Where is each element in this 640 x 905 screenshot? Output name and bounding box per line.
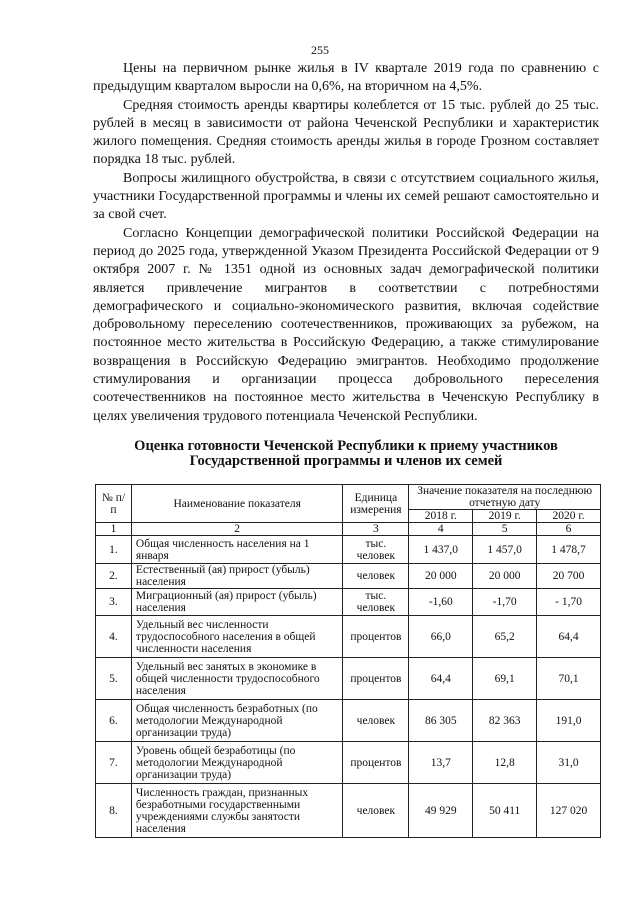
header-value: Значение показателя на последнюю отчетную дату xyxy=(409,485,601,510)
header-unit: Единица измерения xyxy=(343,485,409,523)
row-value-2018: 64,4 xyxy=(409,658,473,700)
row-unit: процентов xyxy=(343,658,409,700)
table-row xyxy=(96,564,601,589)
row-num: 1. xyxy=(96,536,132,564)
row-unit: человек xyxy=(343,784,409,838)
row-unit: тыс. человек xyxy=(343,589,409,616)
row-value-2019: 50 411 xyxy=(473,784,537,838)
table-title-line-1: Оценка готовности Чеченской Республики к приему участников xyxy=(134,438,558,454)
row-value-2020: - 1,70 xyxy=(537,589,601,616)
row-value-2018: 49 929 xyxy=(409,784,473,838)
row-value-2019: 1 457,0 xyxy=(473,536,537,564)
row-num: 4. xyxy=(96,616,132,658)
table-title-line-2: Государственной программы и членов их семей xyxy=(189,453,503,469)
row-name: Общая численность населения на 1 января xyxy=(131,536,343,564)
row-value-2019: 65,2 xyxy=(473,616,537,658)
col-number-3: 3 xyxy=(343,523,409,536)
table-row xyxy=(96,742,601,784)
table-row xyxy=(96,700,601,742)
row-value-2018: 1 437,0 xyxy=(409,536,473,564)
table-row xyxy=(96,658,601,700)
body-text xyxy=(93,60,599,426)
row-value-2019: 20 000 xyxy=(473,564,537,589)
row-unit: тыс. человек xyxy=(343,536,409,564)
row-num: 5. xyxy=(96,658,132,700)
table-row xyxy=(96,616,601,658)
row-value-2018: 86 305 xyxy=(409,700,473,742)
paragraph-1: Цены на первичном рынке жилья в IV квартале 2019 года по сравнению с предыдущим кварталом выросли на 0,6%, на вторичном на 4,5%. xyxy=(93,61,599,95)
col-number-2: 2 xyxy=(131,523,343,536)
row-value-2020: 70,1 xyxy=(537,658,601,700)
header-num: № п/п xyxy=(96,485,132,523)
row-value-2019: 12,8 xyxy=(473,742,537,784)
row-num: 3. xyxy=(96,589,132,616)
row-value-2020: 127 020 xyxy=(537,784,601,838)
col-number-5: 5 xyxy=(473,523,537,536)
row-unit: человек xyxy=(343,700,409,742)
table-row xyxy=(96,536,601,564)
row-name: Общая численность безработных (по методологии Международной организации труда) xyxy=(131,700,343,742)
row-num: 7. xyxy=(96,742,132,784)
paragraph-3: Вопросы жилищного обустройства, в связи с отсутствием социального жилья, участники Государственной программы и члены их семей решают самостоятельно и за свой счет. xyxy=(93,170,599,223)
header-year-2020: 2020 г. xyxy=(537,510,601,523)
table-row xyxy=(96,589,601,616)
page-number: 255 xyxy=(311,43,329,57)
row-value-2018: 20 000 xyxy=(409,564,473,589)
row-name: Удельный вес занятых в экономике в общей численности трудоспособного населения xyxy=(131,658,343,700)
row-value-2020: 64,4 xyxy=(537,616,601,658)
row-unit: человек xyxy=(343,564,409,589)
row-num: 2. xyxy=(96,564,132,589)
row-unit: процентов xyxy=(343,742,409,784)
header-year-2019: 2019 г. xyxy=(473,510,537,523)
row-value-2020: 191,0 xyxy=(537,700,601,742)
header-name: Наименование показателя xyxy=(131,485,343,523)
col-number-4: 4 xyxy=(409,523,473,536)
row-value-2018: -1,60 xyxy=(409,589,473,616)
row-name: Уровень общей безработицы (по методологии Международной организации труда) xyxy=(131,742,343,784)
row-value-2020: 1 478,7 xyxy=(537,536,601,564)
row-num: 6. xyxy=(96,700,132,742)
col-number-1: 1 xyxy=(96,523,132,536)
paragraph-4: Согласно Концепции демографической политики Российской Федерации на период до 2025 года, утвержденной Указом Президента Российской Федерации от 9 октября 2007 г. № 1351 одной из основных задач демографической политики является привлечение мигрантов в соответствии с потребностями демографического и социально-экономического развития, включая содействие добровольному переселению соотечественников, проживающих за рубежом, на постоянное место жительства в Российскую Федерацию, а также стимулирование возвращения в Российскую Федерацию эмигрантов. Необходимо продолжение стимулирования и организации процесса добровольного переселения соотечественников на постоянное место жительства в Чеченскую Республику в целях увеличения трудового потенциала Чеченской Республики. xyxy=(93,225,599,424)
row-name: Удельный вес численности трудоспособного населения в общей численности населения xyxy=(131,616,343,658)
row-name: Естественный (ая) прирост (убыль) населения xyxy=(131,564,343,589)
row-num: 8. xyxy=(96,784,132,838)
readiness-table xyxy=(95,484,601,838)
row-value-2020: 31,0 xyxy=(537,742,601,784)
header-year-2018: 2018 г. xyxy=(409,510,473,523)
row-unit: процентов xyxy=(343,616,409,658)
table-row xyxy=(96,784,601,838)
paragraph-2: Средняя стоимость аренды квартиры колеблется от 15 тыс. рублей до 25 тыс. рублей в месяц в зависимости от района Чеченской Республики и характеристик жилого помещения. Средняя стоимость аренды жилья в городе Грозном составляет порядка 18 тыс. рублей. xyxy=(93,97,599,168)
row-value-2018: 13,7 xyxy=(409,742,473,784)
row-value-2018: 66,0 xyxy=(409,616,473,658)
table-title xyxy=(93,439,599,469)
row-value-2019: 82 363 xyxy=(473,700,537,742)
row-value-2019: 69,1 xyxy=(473,658,537,700)
row-name: Миграционный (ая) прирост (убыль) населения xyxy=(131,589,343,616)
row-name: Численность граждан, признанных безработными государственными учреждениями службы занятости населения xyxy=(131,784,343,838)
row-value-2020: 20 700 xyxy=(537,564,601,589)
row-value-2019: -1,70 xyxy=(473,589,537,616)
col-number-6: 6 xyxy=(537,523,601,536)
